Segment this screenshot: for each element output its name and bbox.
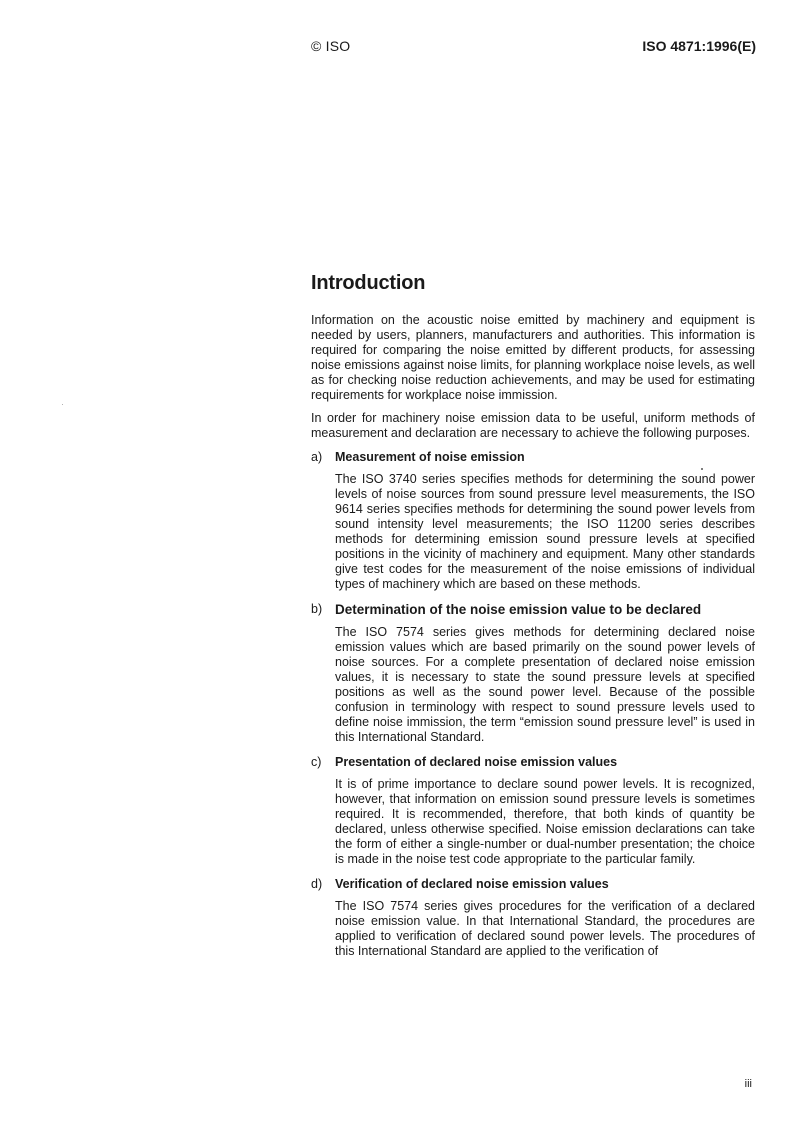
list-item [311, 877, 755, 959]
intro-paragraph: In order for machinery noise emission data to be useful, uniform methods of measurement and declaration are necessary to achieve the following purposes. [311, 411, 755, 440]
list-item-body: It is of prime importance to declare sound power levels. It is recognized, however, that information on emission sound pressure levels is sometimes required. It is recommended, therefore, that both kinds of quantity be declared, unless otherwise specified. Noise emission declarations can take the form of either a single-number or dual-number presentation; the choice is made in the noise test code appropriate to the particular family. [335, 777, 755, 866]
section-title: Introduction [311, 272, 426, 294]
list-item-label: b) [311, 602, 323, 616]
purpose-list [311, 450, 755, 959]
list-item-label: a) [311, 450, 323, 464]
list-item-heading: Measurement of noise emission [335, 450, 525, 464]
scan-speck [62, 404, 63, 405]
list-item-body: The ISO 3740 series specifies methods for determining the sound power levels of noise sources from sound pressure level measurements, the ISO 9614 series specifies methods for determining the sound power levels from sound intensity level measurements; the ISO 11200 series describes methods for determining emission sound pressure levels at specified positions in the vicinity of machinery and equipment. Many other standards give test codes for the measurement of the noise emissions of individual types of machinery which are based on these methods. [335, 472, 755, 591]
list-item-heading: Determination of the noise emission value to be declared [335, 602, 702, 617]
list-item-body: The ISO 7574 series gives procedures for the verification of a declared noise emission value. In that International Standard, the procedures are applied to verification of declared sound power levels. The procedures of this International Standard are applied to the verification of [335, 899, 755, 958]
list-item [311, 755, 755, 867]
list-item [311, 450, 755, 592]
copyright-notice: © ISO [311, 38, 351, 54]
list-item-label: c) [311, 755, 322, 769]
intro-paragraph: Information on the acoustic noise emitted by machinery and equipment is needed by users, planners, manufacturers and authorities. This information is required for comparing the noise emitted by different products, for assessing noise emissions against noise limits, for planning workplace noise levels, as well as for checking noise reduction achievements, and may be used for estimating requirements for workplace noise immission. [311, 313, 755, 402]
list-item-label: d) [311, 877, 323, 891]
list-item-body: The ISO 7574 series gives methods for determining declared noise emission values which are based primarily on the sound power levels of noise sources. For a complete presentation of declared noise emission values, it is necessary to state the sound pressure levels at specified positions as well as the sound power level. Because of the possible confusion in terminology with respect to sound pressure levels used to define noise immission, the term “emission sound pressure level” is used in this International Standard. [335, 625, 755, 744]
page-content [311, 272, 755, 969]
list-item-heading: Verification of declared noise emission values [335, 877, 609, 891]
list-item [311, 602, 755, 745]
page-number: iii [744, 1078, 752, 1090]
list-item-heading: Presentation of declared noise emission values [335, 755, 618, 769]
standard-number: ISO 4871:1996(E) [642, 38, 756, 54]
